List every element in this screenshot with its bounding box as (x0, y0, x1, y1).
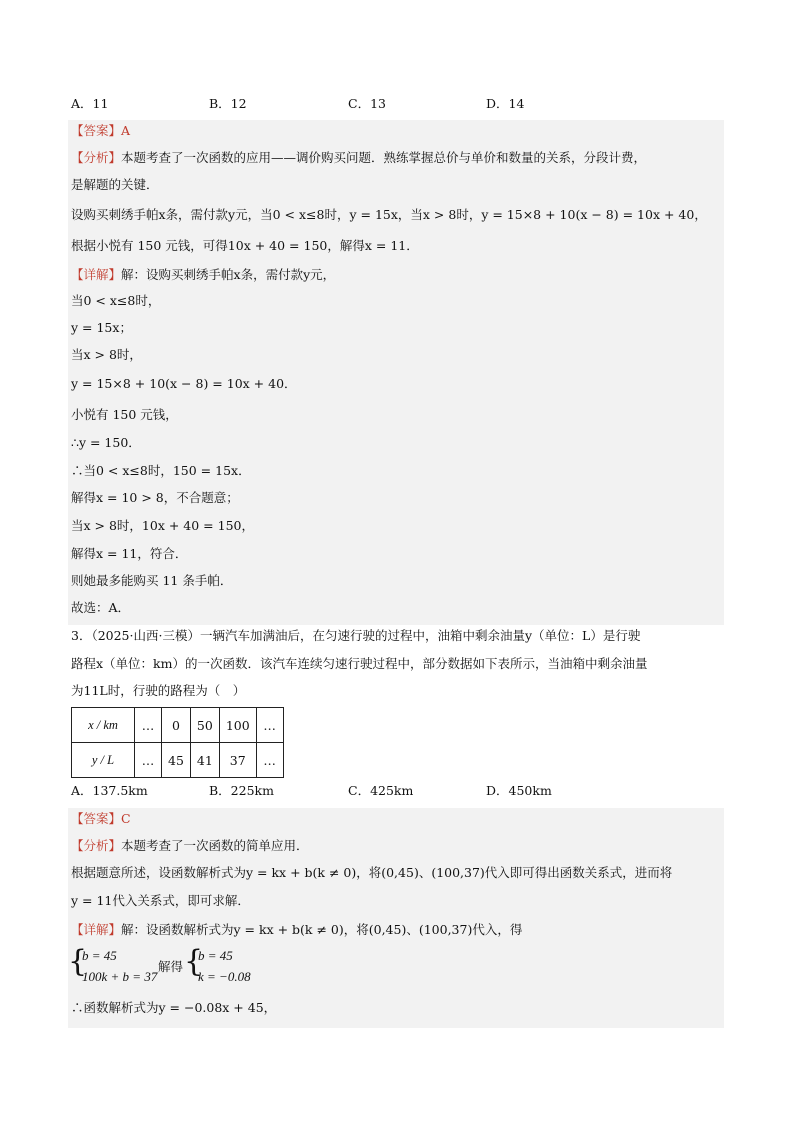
q3-stem-line-3: 为11L时，行驶的路程为（ ） (71, 683, 246, 698)
q2-option-a: A．11 (71, 96, 109, 111)
q2-analysis-line-1 (71, 149, 646, 167)
q2-detail-line-9: 解得x = 10 > 8，不合题意； (71, 490, 239, 505)
answer-value: A (121, 123, 131, 138)
detail-text: 解：设购买刺绣手帕x条，需付款y元， (121, 267, 336, 282)
q2-detail-line-4: 当x > 8时， (71, 347, 142, 362)
q2-option-d: D．14 (486, 96, 525, 111)
table-cell: … (135, 743, 162, 778)
system1-eq-b: 100k + b = 37 (82, 969, 158, 984)
q3-option-d: D．450km (486, 783, 552, 798)
q2-answer (71, 122, 130, 140)
q3-analysis-line-3: y = 11代入关系式，即可求解． (71, 893, 250, 908)
q2-detail-line-6: 小悦有 150 元钱， (71, 407, 178, 422)
answer-tag: 【答案】 (71, 811, 122, 826)
system2-eq-a: b = 45 (198, 948, 233, 963)
detail-text: 解：设函数解析式为y = kx + b(k ≠ 0)，将(0,45)、(100,37)代入，得 (121, 922, 523, 937)
table-cell: x / km (72, 708, 135, 743)
q3-option-c: C．425km (348, 783, 414, 798)
q2-analysis-line-2: 是解题的关键． (71, 177, 159, 192)
q2-detail-line-12: 则她最多能购买 11 条手帕． (71, 573, 233, 588)
answer-value: C (121, 811, 131, 826)
q2-detail-line-2: 当0 < x≤8时， (71, 293, 161, 308)
q2-detail-line-7: ∴y = 150． (71, 435, 141, 450)
q3-detail-line-2: ∴函数解析式为y = −0.08x + 45， (71, 1000, 277, 1015)
system2-eq-b: k = −0.08 (198, 969, 251, 984)
table-cell: 50 (190, 708, 219, 743)
table-cell: 100 (219, 708, 256, 743)
q2-detail-line-13: 故选：A． (71, 600, 131, 615)
solve-word: 解得 (158, 959, 184, 974)
q3-analysis-line-1 (71, 837, 309, 855)
q2-detail-line-11: 解得x = 11，符合． (71, 546, 188, 561)
q3-stem-line-1: 3．（2025·山西·三模）一辆汽车加满油后，在匀速行驶的过程中，油箱中剩余油量y（单位：L）是行驶 (71, 628, 641, 643)
left-brace-1: { (68, 944, 88, 979)
table-cell: y / L (72, 743, 135, 778)
table-cell: 45 (162, 743, 191, 778)
table-row (72, 743, 284, 778)
table-cell: … (135, 708, 162, 743)
detail-tag: 【详解】 (71, 267, 122, 282)
table-cell: 0 (162, 708, 191, 743)
analysis-text: 本题考查了一次函数的应用——调价购买问题．熟练掌握总价与单价和数量的关系，分段计费， (121, 150, 647, 165)
table-cell: 41 (190, 743, 219, 778)
q2-analysis-line-3: 设购买刺绣手帕x条，需付款y元，当0 < x≤8时，y = 15x，当x > 8时，y = 15×8 + 10(x − 8) = 10x + 40， (71, 207, 707, 222)
q3-data-table (71, 707, 284, 778)
table-cell: … (256, 743, 283, 778)
q2-detail-line-5: y = 15×8 + 10(x − 8) = 10x + 40． (71, 376, 297, 391)
q3-option-a: A．137.5km (71, 783, 148, 798)
analysis-tag: 【分析】 (71, 150, 122, 165)
table-cell: … (256, 708, 283, 743)
analysis-tag: 【分析】 (71, 838, 122, 853)
q2-analysis-line-4: 根据小悦有 150 元钱，可得10x + 40 = 150，解得x = 11． (71, 238, 419, 253)
q2-option-c: C．13 (348, 96, 386, 111)
q2-detail-line-1 (71, 266, 335, 284)
system1-eq-a: b = 45 (82, 948, 117, 963)
q3-stem-line-2: 路程x（单位：km）的一次函数．该汽车连续匀速行驶过程中，部分数据如下表所示，当油箱中剩余油量 (71, 656, 648, 671)
q2-detail-line-8: ∴当0 < x≤8时，150 = 15x． (71, 463, 251, 478)
detail-tag: 【详解】 (71, 922, 122, 937)
q3-detail-line-1 (71, 921, 522, 939)
q2-detail-line-3: y = 15x； (71, 320, 132, 335)
q2-detail-line-10: 当x > 8时，10x + 40 = 150， (71, 518, 254, 533)
analysis-text: 本题考查了一次函数的简单应用． (121, 838, 309, 853)
q3-option-b: B．225km (209, 783, 274, 798)
table-cell: 37 (219, 743, 256, 778)
q3-analysis-line-2: 根据题意所述，设函数解析式为y = kx + b(k ≠ 0)，将(0,45)、(100,37)代入即可得出函数关系式，进而将 (71, 865, 673, 880)
table-row (72, 708, 284, 743)
left-brace-2: { (184, 944, 204, 979)
q2-option-b: B．12 (209, 96, 247, 111)
answer-tag: 【答案】 (71, 123, 122, 138)
q3-answer (71, 810, 131, 828)
